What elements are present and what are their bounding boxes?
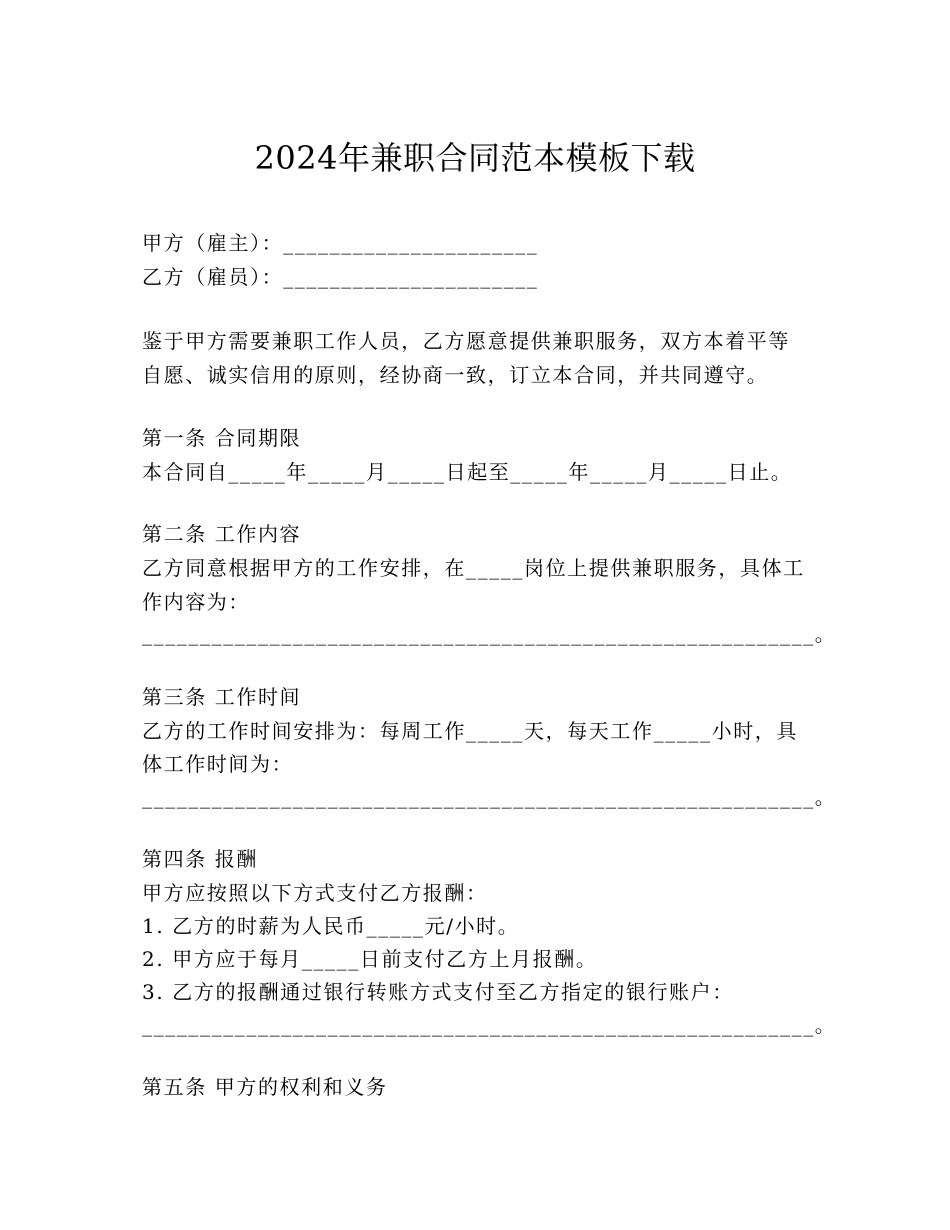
article-1-heading: 第一条 合同期限 (142, 426, 302, 450)
article-3-line: 乙方的工作时间安排为：每周工作_____天，每天工作_____小时，具 (142, 719, 798, 743)
article-2-blank-line: __________________________________________________________。 (142, 622, 837, 646)
article-4-item-1: 1. 乙方的时薪为人民币_____元/小时。 (142, 914, 520, 938)
article-4-item-3: 3. 乙方的报酬通过银行转账方式支付至乙方指定的银行账户： (142, 980, 734, 1004)
article-3-line: 体工作时间为： (142, 752, 294, 776)
article-2-line: 乙方同意根据甲方的工作安排，在_____岗位上提供兼职服务，具体工 (142, 556, 805, 580)
article-3-blank-line: __________________________________________________________。 (142, 785, 837, 809)
article-4-item-2: 2. 甲方应于每月_____日前支付乙方上月报酬。 (142, 947, 598, 971)
article-4-heading: 第四条 报酬 (142, 847, 258, 871)
article-4-line: 甲方应按照以下方式支付乙方报酬： (142, 881, 488, 905)
article-2-heading: 第二条 工作内容 (142, 522, 302, 546)
party-a-line: 甲方（雇主）：______________________ (142, 231, 539, 255)
article-4-blank-line: __________________________________________________________。 (142, 1013, 837, 1037)
preamble-line: 鉴于甲方需要兼职工作人员，乙方愿意提供兼职服务，双方本着平等 (142, 329, 790, 353)
preamble-line: 自愿、诚实信用的原则，经协商一致，订立本合同，并共同遵守。 (142, 363, 769, 387)
article-5-heading: 第五条 甲方的权利和义务 (142, 1075, 388, 1099)
article-3-heading: 第三条 工作时间 (142, 685, 302, 709)
article-1-line: 本合同自_____年_____月_____日起至_____年_____月_____日止。 (142, 460, 793, 484)
article-2-line: 作内容为： (142, 590, 250, 614)
party-b-line: 乙方（雇员）：______________________ (142, 265, 539, 289)
document-title: 2024年兼职合同范本模板下载 (254, 139, 696, 177)
